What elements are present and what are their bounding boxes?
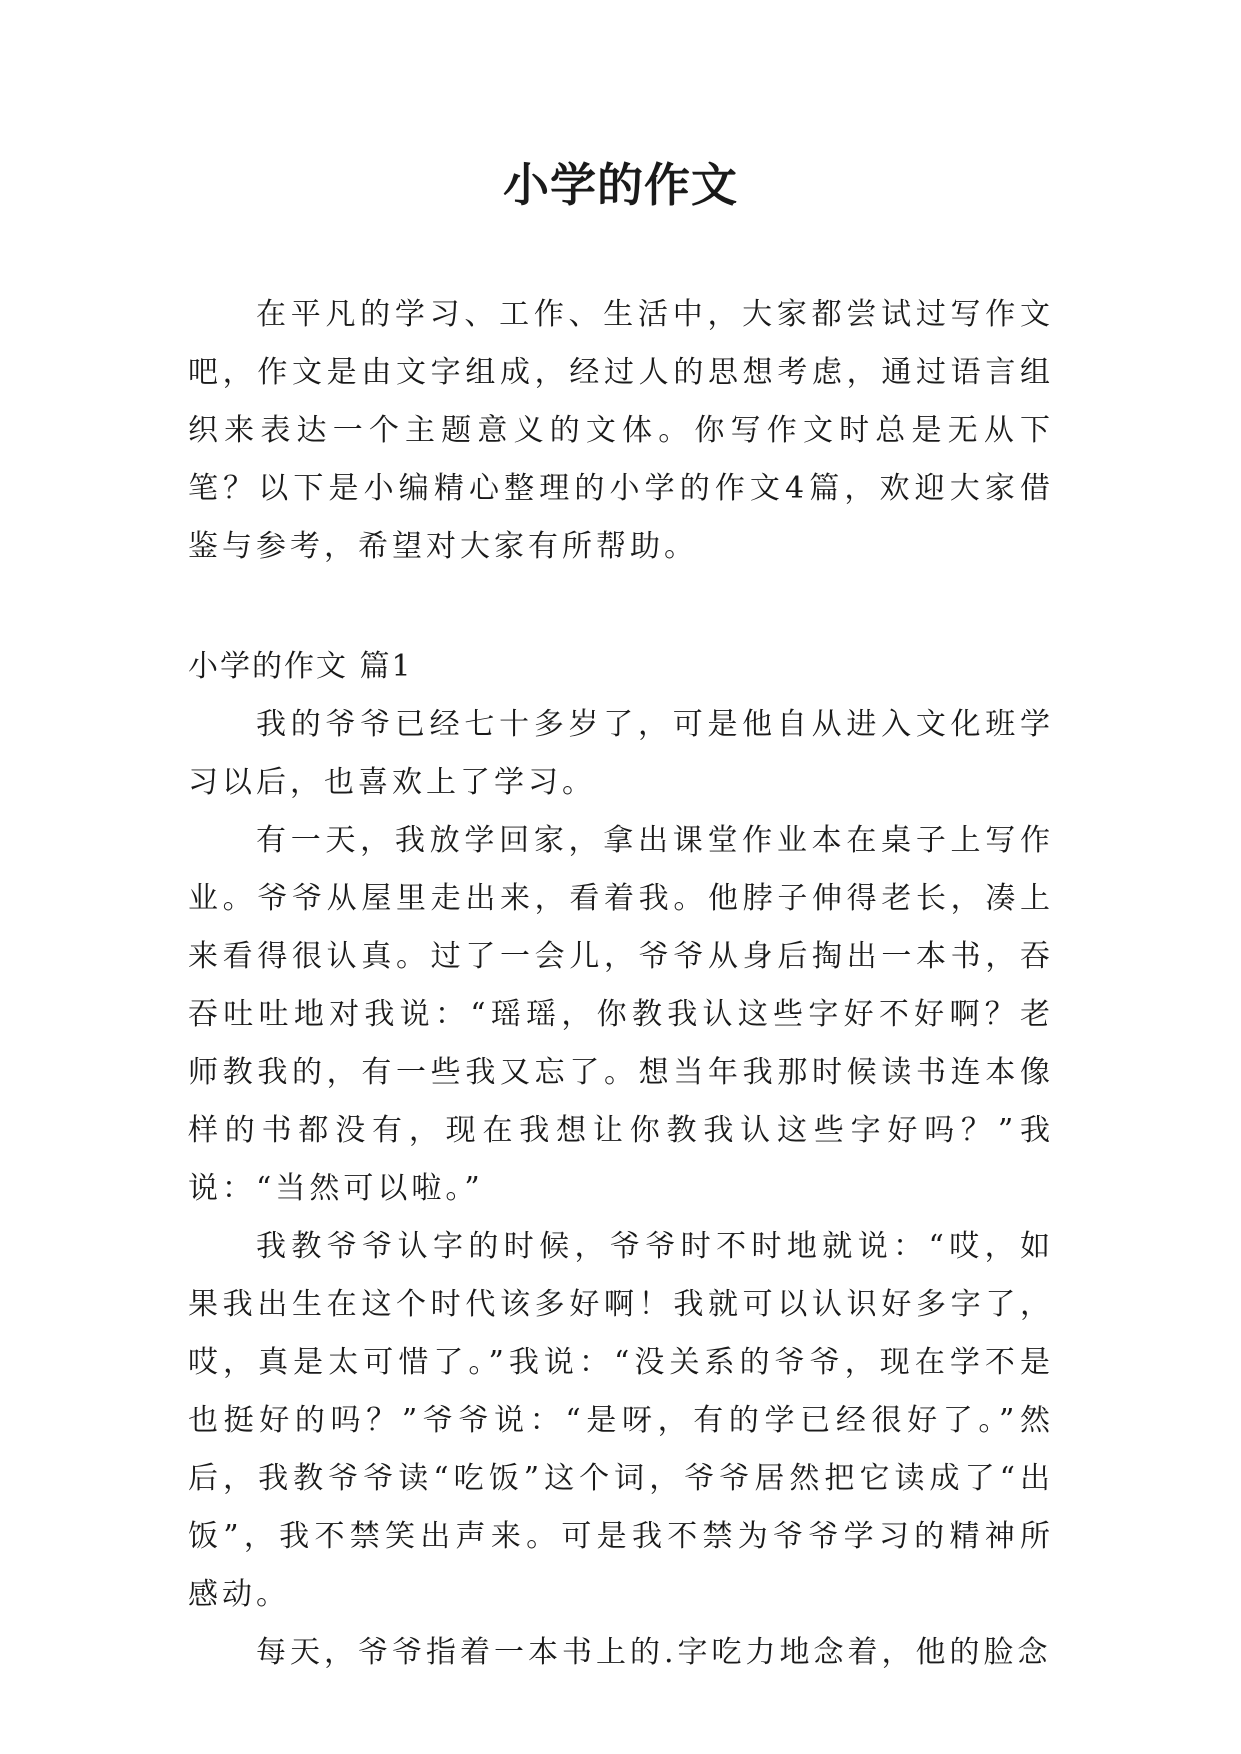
paragraph-1: 我的爷爷已经七十多岁了，可是他自从进入文化班学习以后，也喜欢上了学习。	[188, 707, 1054, 800]
section-heading: 小学的作文 篇1	[188, 649, 413, 684]
paragraph-3: 我教爷爷认字的时候，爷爷时不时地就说：“哎，如果我出生在这个时代该多好啊！我就可以认识好多字了，哎，真是太可惜了。”我说：“没关系的爷爷，现在学不是也挺好的吗？”爷爷说：“是呀，有的学已经很好了。”然后，我教爷爷读“吃饭”这个词，爷爷居然把它读成了“出饭”，我不禁笑出声来。可是我不禁为爷爷学习的精神所感动。	[188, 1229, 1054, 1612]
paragraph-2: 有一天，我放学回家，拿出课堂作业本在桌子上写作业。爷爷从屋里走出来，看着我。他脖子伸得老长，凑上来看得很认真。过了一会儿，爷爷从身后掏出一本书，吞吞吐吐地对我说：“瑶瑶，你教我认这些字好不好啊？老师教我的，有一些我又忘了。想当年我那时候读书连本像样的书都没有，现在我想让你教我认这些字好吗？”我说：“当然可以啦。”	[188, 823, 1054, 1206]
paragraph-4: 每天，爷爷指着一本书上的.字吃力地念着，他的脸念	[256, 1635, 1052, 1670]
essay-section	[188, 638, 1054, 1682]
intro-paragraph: 在平凡的学习、工作、生活中，大家都尝试过写作文吧，作文是由文字组成，经过人的思想考虑，通过语言组织来表达一个主题意义的文体。你写作文时总是无从下笔？以下是小编精心整理的小学的作文4篇，欢迎大家借鉴与参考，希望对大家有所帮助。	[188, 297, 1054, 564]
document-title: 小学的作文	[503, 158, 738, 212]
intro-block	[188, 286, 1054, 576]
